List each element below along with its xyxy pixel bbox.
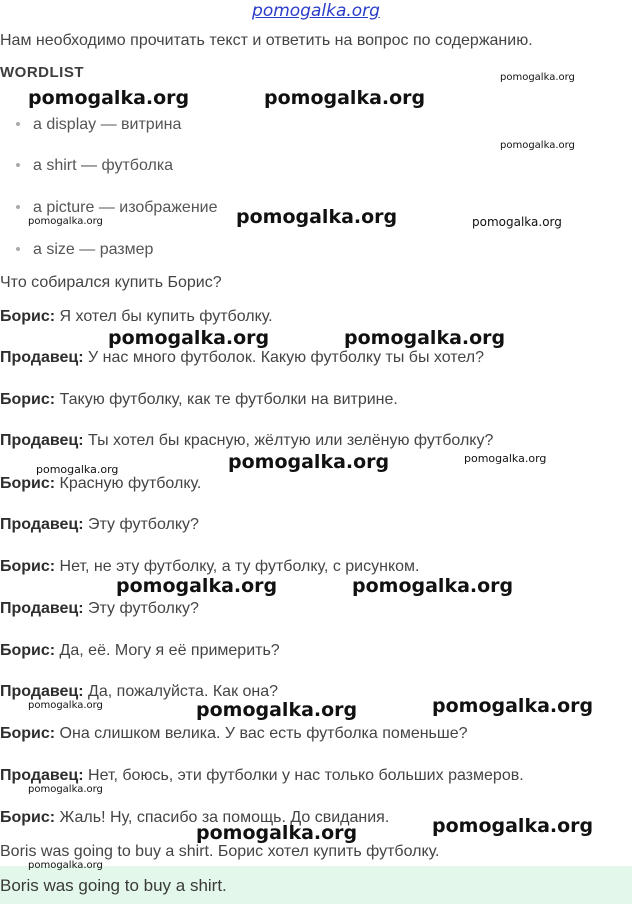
speaker-label: Продавец: — [0, 767, 84, 784]
watermark: pomogalka.org — [264, 87, 426, 109]
speaker-label: Продавец: — [0, 349, 84, 366]
speaker-label: Продавец: — [0, 432, 84, 449]
line-text: Да, пожалуйста. Как она? — [83, 683, 279, 700]
watermark: pomogalka.org — [36, 463, 119, 476]
speaker-label: Борис: — [0, 391, 56, 408]
watermark: pomogalka.org — [28, 860, 103, 871]
line-text: Эту футболку? — [83, 516, 199, 533]
watermark: pomogalka.org — [28, 216, 103, 227]
speaker-label: Борис: — [0, 558, 56, 575]
watermark: pomogalka.org — [464, 452, 547, 465]
bullet-icon — [16, 247, 20, 251]
dialogue-line — [0, 600, 199, 618]
line-text: Она слишком велика. У вас есть футболка поменьше? — [55, 725, 468, 742]
line-text: Нет, боюсь, эти футболки у нас только больших размеров. — [83, 767, 524, 784]
speaker-label: Борис: — [0, 308, 56, 325]
dialogue-line — [0, 558, 419, 576]
wordlist-item-text: a shirt — футболка — [33, 157, 174, 174]
dialogue-line — [0, 725, 468, 743]
dialogue-line — [0, 391, 398, 409]
dialogue-line — [0, 349, 484, 367]
dialogue-line — [0, 516, 199, 534]
watermark: pomogalka.org — [432, 695, 594, 717]
bullet-icon — [16, 122, 20, 126]
wordlist-item — [16, 157, 173, 175]
watermark: pomogalka.org — [228, 451, 390, 473]
bullet-icon — [16, 163, 20, 167]
speaker-label: Продавец: — [0, 683, 84, 700]
watermark: pomogalka.org — [500, 72, 575, 83]
line-text: Ты хотел бы красную, жёлтую или зелёную футболку? — [83, 432, 494, 449]
watermark: pomogalka.org — [472, 215, 562, 229]
summary-text: Boris was going to buy a shirt. Борис хотел купить футболку. — [0, 843, 440, 860]
watermark: pomogalka.org — [28, 784, 103, 795]
site-title[interactable]: pomogalka.org — [252, 1, 380, 21]
watermark: pomogalka.org — [344, 327, 506, 349]
line-text: Да, её. Могу я её примерить? — [55, 642, 280, 659]
dialogue-line — [0, 642, 280, 660]
dialogue-line — [0, 432, 493, 450]
dialogue-line — [0, 475, 201, 493]
watermark: pomogalka.org — [108, 327, 270, 349]
line-text: Эту футболку? — [83, 600, 199, 617]
speaker-label: Продавец: — [0, 600, 84, 617]
speaker-label: Продавец: — [0, 516, 84, 533]
speaker-label: Борис: — [0, 725, 56, 742]
answer-text: Boris was going to buy a shirt. — [0, 876, 227, 895]
watermark: pomogalka.org — [116, 575, 278, 597]
watermark: pomogalka.org — [28, 700, 103, 711]
watermark: pomogalka.org — [196, 699, 358, 721]
speaker-label: Борис: — [0, 809, 56, 826]
wordlist-item-text: a display — витрина — [33, 116, 182, 133]
dialogue-line — [0, 308, 273, 326]
speaker-label: Борис: — [0, 642, 56, 659]
watermark: pomogalka.org — [500, 140, 575, 151]
wordlist-heading: WORDLIST — [0, 64, 84, 81]
speaker-label: Борис: — [0, 475, 56, 492]
wordlist-item — [16, 199, 217, 217]
dialogue-line — [0, 767, 524, 785]
wordlist-item — [16, 116, 181, 134]
line-text: Нет, не эту футболку, а ту футболку, с рисунком. — [55, 558, 420, 575]
bullet-icon — [16, 205, 20, 209]
wordlist-item-text: a size — размер — [33, 241, 154, 258]
watermark: pomogalka.org — [196, 822, 358, 844]
watermark: pomogalka.org — [236, 206, 398, 228]
watermark: pomogalka.org — [352, 575, 514, 597]
question-text: Что собирался купить Борис? — [0, 274, 222, 291]
watermark: pomogalka.org — [28, 87, 190, 109]
line-text: Я хотел бы купить футболку. — [55, 308, 273, 325]
watermark: pomogalka.org — [432, 815, 594, 837]
line-text: Жаль! Ну, спасибо за помощь. До свидания. — [55, 809, 390, 826]
task-instruction: Нам необходимо прочитать текст и ответить на вопрос по содержанию. — [0, 32, 533, 49]
line-text: У нас много футболок. Какую футболку ты бы хотел? — [83, 349, 485, 366]
line-text: Красную футболку. — [55, 475, 202, 492]
line-text: Такую футболку, как те футболки на витрине. — [55, 391, 398, 408]
wordlist-item — [16, 241, 153, 259]
wordlist-item-text: a picture — изображение — [33, 199, 218, 216]
